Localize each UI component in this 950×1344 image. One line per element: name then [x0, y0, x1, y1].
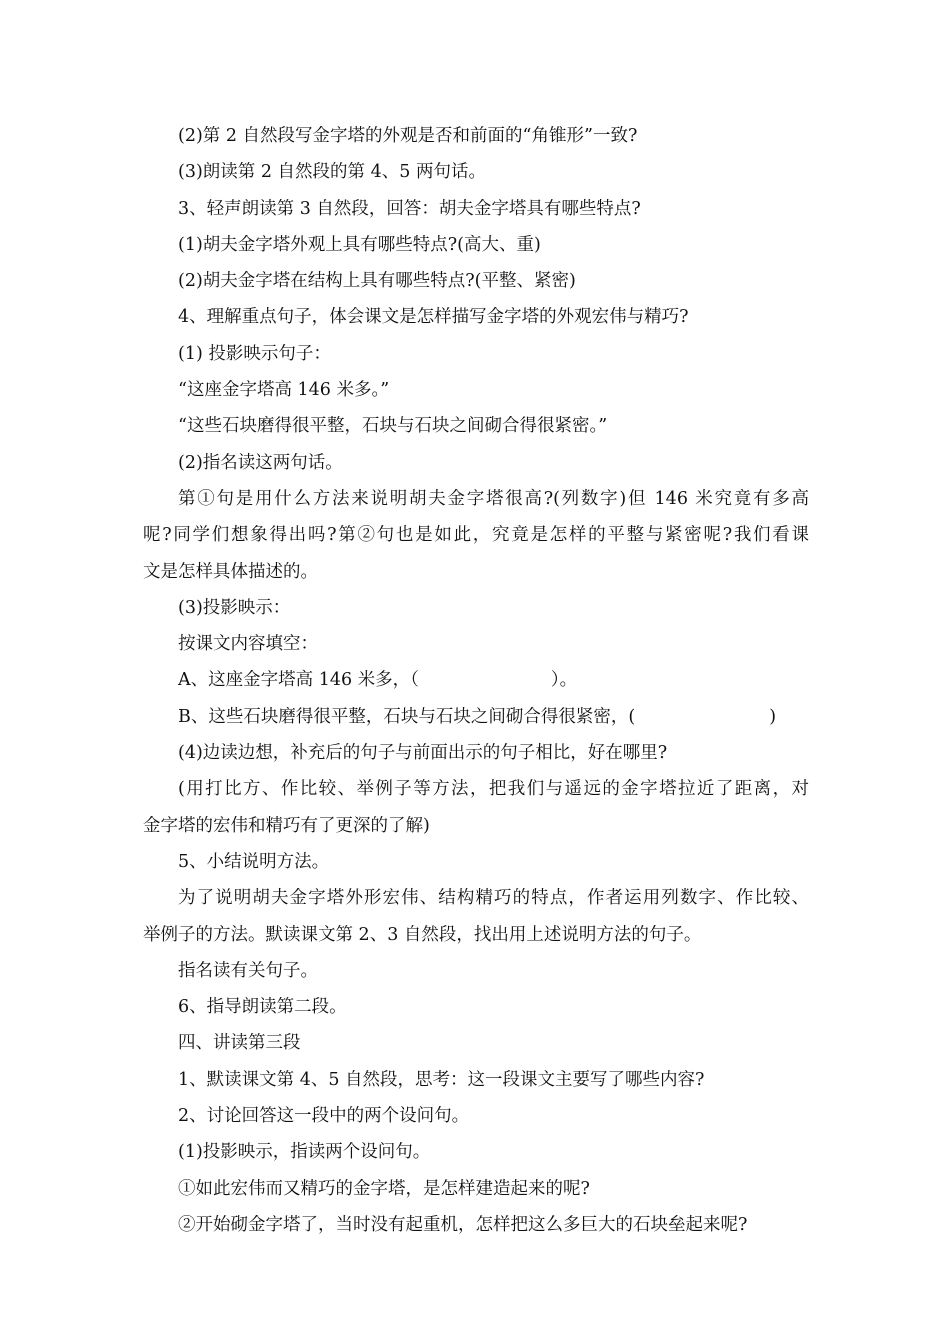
paragraph-continuation: 呢?同学们想象得出吗?第②句也是如此，究竟是怎样的平整与紧密呢?我们看课 — [143, 525, 809, 546]
paragraph: 6、指导朗读第二段。 — [178, 997, 347, 1018]
paragraph: ①如此宏伟而又精巧的金字塔，是怎样建造起来的呢? — [178, 1178, 590, 1199]
quoted-sentence: “这些石块磨得很平整，石块与石块之间砌合得很紧密。” — [178, 416, 608, 437]
paragraph: 4、理解重点句子，体会课文是怎样描写金字塔的外观宏伟与精巧? — [178, 307, 689, 328]
paragraph: (3)投影映示： — [178, 597, 291, 618]
fill-blank-close: ）。 — [550, 670, 578, 691]
paragraph: (1)投影映示，指读两个设问句。 — [178, 1142, 431, 1163]
fill-blank-text: A、这座金字塔高 146 米多，（ — [178, 670, 419, 691]
paragraph: (1) 投影映示句子： — [178, 343, 331, 364]
fill-blank-close: ) — [769, 706, 777, 727]
paragraph: 3、轻声朗读第 3 自然段，回答：胡夫金字塔具有哪些特点? — [178, 198, 641, 219]
paragraph: ②开始砌金字塔了，当时没有起重机，怎样把这么多巨大的石块垒起来呢? — [178, 1214, 748, 1235]
paragraph-continuation: 举例子的方法。默读课文第 2、3 自然段，找出用上述说明方法的句子。 — [143, 924, 702, 945]
fill-blank-text: B、这些石块磨得很平整，石块与石块之间砌合得很紧密，( — [178, 706, 636, 727]
paragraph: 第①句是用什么方法来说明胡夫金字塔很高?(列数字)但 146 米究竟有多高 — [178, 488, 809, 509]
paragraph-continuation: 金字塔的宏伟和精巧有了更深的了解) — [143, 815, 430, 836]
paragraph: 5、小结说明方法。 — [178, 851, 330, 872]
section-heading: 四、讲读第三段 — [178, 1033, 301, 1054]
paragraph: (1)胡夫金字塔外观上具有哪些特点?(高大、重) — [178, 234, 541, 255]
fill-blank-item-b — [143, 699, 809, 735]
paragraph: (3)朗读第 2 自然段的第 4、5 两句话。 — [178, 162, 486, 183]
fill-blank-item-a — [143, 662, 809, 698]
paragraph: 按课文内容填空： — [178, 634, 318, 655]
paragraph: (4)边读边想，补充后的句子与前面出示的句子相比，好在哪里? — [178, 743, 668, 764]
paragraph: 指名读有关句子。 — [178, 960, 318, 981]
quoted-sentence: “这座金字塔高 146 米多。” — [178, 380, 390, 401]
paragraph: (2)胡夫金字塔在结构上具有哪些特点?(平整、紧密) — [178, 271, 576, 292]
paragraph: (2)指名读这两句话。 — [178, 452, 343, 473]
paragraph: 为了说明胡夫金字塔外形宏伟、结构精巧的特点，作者运用列数字、作比较、 — [178, 888, 809, 909]
document-body — [143, 118, 809, 1243]
paragraph: (2)第 2 自然段写金字塔的外观是否和前面的“角锥形”一致? — [178, 126, 638, 146]
paragraph-continuation: 文是怎样具体描述的。 — [143, 561, 318, 582]
paragraph: (用打比方、作比较、举例子等方法，把我们与遥远的金字塔拉近了距离，对 — [178, 779, 809, 800]
paragraph: 2、讨论回答这一段中的两个设问句。 — [178, 1106, 470, 1127]
paragraph: 1、默读课文第 4、5 自然段，思考：这一段课文主要写了哪些内容? — [178, 1069, 705, 1090]
